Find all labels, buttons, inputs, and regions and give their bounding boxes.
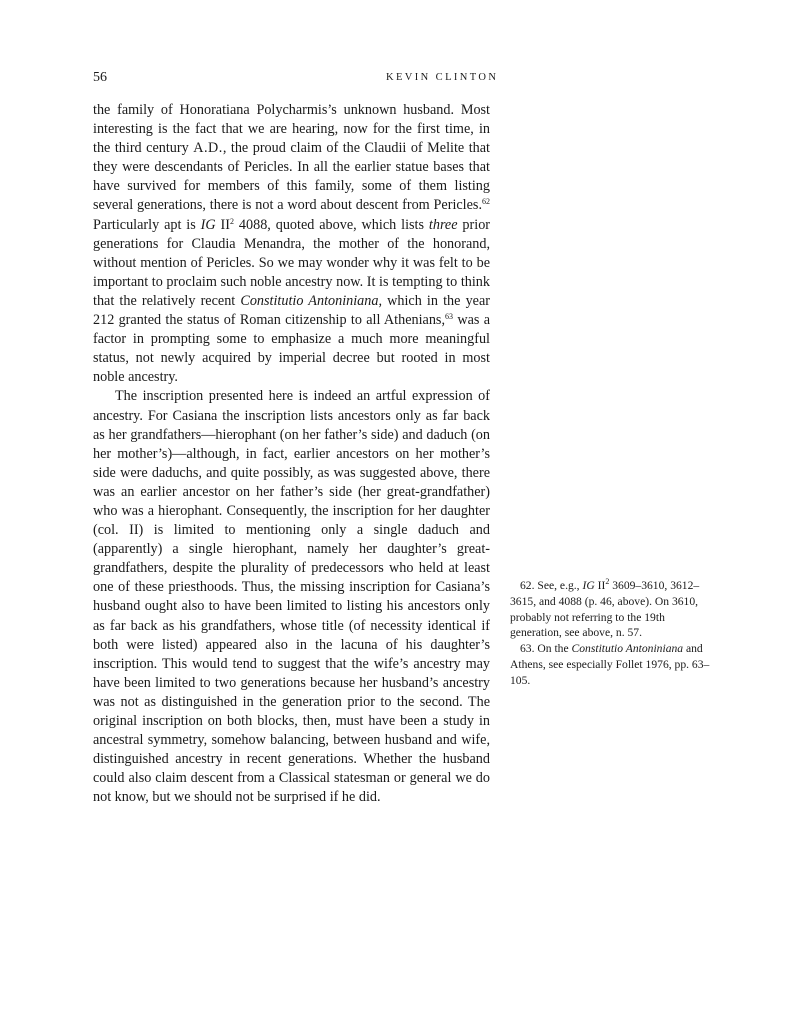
- body-paragraph-1: [93, 101, 490, 387]
- p1-text-2: , the proud claim of the Claudii of Melite that they were descendants of Pericles. In all the earlier statue bases that have survived for members of this family, some of them listing several generations, there is not a word about descent from Pericles.: [93, 140, 490, 214]
- main-text-column: [93, 101, 490, 807]
- emphasis-three: three: [428, 216, 458, 233]
- fn63-constitutio-title: Constitutio Antoniniana: [571, 642, 684, 656]
- body-paragraph-2: The inscription presented here is indeed an artful expression of ancestry. For Casiana the inscription lists ancestors only as far back as her grandfathers—hierophant (on her father’s side) and daduch (on her mother’s)—although, in fact, earlier ancestors on her mother’s side were daduchs, and quite possibly, as was suggested above, there was an earlier ancestor on her father’s side (her great-grandfather) who was a hierophant. Consequently, the inscription for her daughter (col. II) is limited to mentioning only a single daduch and (apparently) a single hierophant, namely her daughter’s great-grandfathers, despite the plurality of predecessors who held at least one of these priesthoods. Thus, the missing inscription for Casiana’s husband ought also to have been limited to listing his ancestors only as far back as his grandfathers, whose title (of necessity identical if both were listed) appeared also in the lacuna of his daughter’s inscription. This would tend to suggest that the wife’s ancestry may have been limited to two generations because her husband’s ancestry was not as distinguished in the generation prior to the second. The original inscription on both blocks, then, must have been a study in ancestral symmetry, somehow balancing, between husband and wife, distinguished ancestry in recent generations. Whether the husband could also claim descent from a Classical statesman or general we do not know, but we should not be surprised if he did.: [93, 388, 490, 806]
- p1-text-6: which in the year 212 granted the status of Roman citizenship to all Athenians,: [93, 292, 490, 329]
- fn63-text-2: and Athens, see especially Follet 1976, pp. 63–105.: [510, 642, 710, 687]
- ig-volume: II: [215, 216, 231, 233]
- ig-edition-superscript: 2: [230, 216, 235, 226]
- p1-text-7: was a factor in prompting some to emphasize a much more meaningful status, not newly acquired by imperial decree but rooted in most noble ancestry.: [93, 312, 490, 386]
- footnote-ref-62[interactable]: 62: [482, 197, 490, 207]
- footnotes-column: [510, 578, 710, 689]
- p1-text-1: the family of Honoratiana Polycharmis’s unknown husband. Most interesting is the fact that we are hearing, now for the first time, in the third century: [93, 102, 490, 157]
- fn62-ig-volume: II: [594, 579, 606, 592]
- p1-text-4: 4088, quoted above, which lists: [234, 216, 429, 233]
- ig-abbreviation: IG: [200, 216, 216, 233]
- fn62-ig-abbreviation: IG: [582, 579, 595, 592]
- constitutio-title: Constitutio Antoniniana,: [240, 292, 382, 309]
- era-abbreviation: A.D.: [193, 140, 223, 157]
- fn62-edition-superscript: 2: [605, 577, 610, 586]
- footnote-62: [510, 578, 710, 641]
- p1-text-5: prior generations for Claudia Menandra, the mother of the honorand, without mention of Pericles. So we may wonder why it was felt to be important to proclaim such noble ancestry now. It is tempting to think that the relatively recent: [93, 216, 491, 309]
- footnote-ref-63[interactable]: 63: [445, 312, 454, 322]
- page-number: 56: [93, 70, 107, 85]
- fn62-text-1: 62. See, e.g.,: [520, 579, 583, 592]
- footnote-63: [510, 641, 710, 688]
- fn63-text-1: 63. On the: [520, 642, 572, 656]
- p1-text-3: Particularly apt is: [93, 216, 201, 233]
- fn62-text-2: 3609–3610, 3612–3615, and 4088 (p. 46, above). On 3610, probably not referring to the 19th generation, see above, n. 57.: [510, 579, 700, 640]
- running-head: KEVIN CLINTON: [386, 72, 499, 83]
